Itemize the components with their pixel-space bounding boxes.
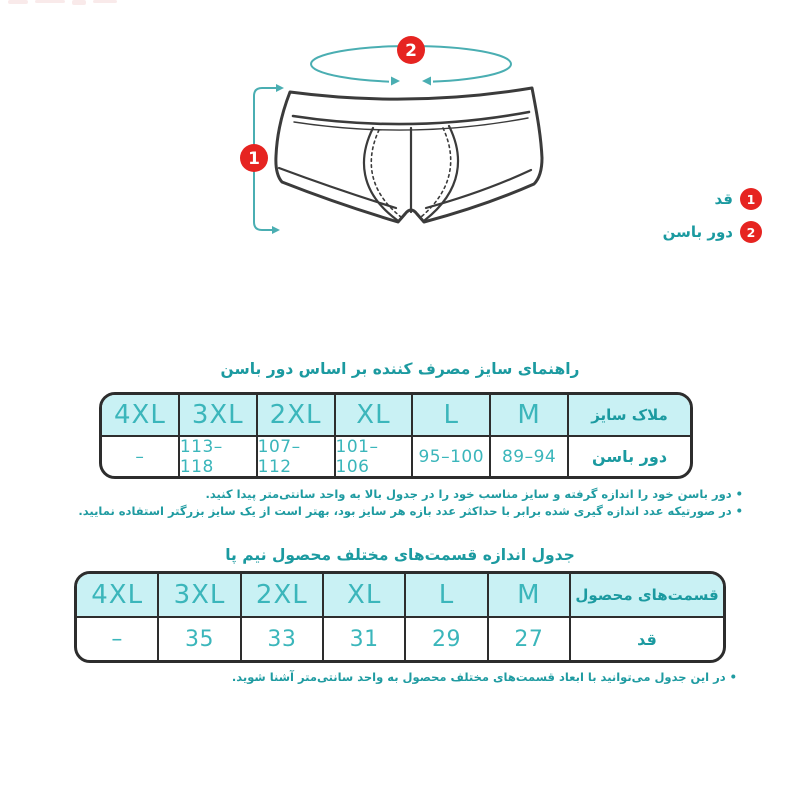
table2-title: جدول اندازه قسمت‌های مختلف محصول نیم پا bbox=[225, 546, 575, 564]
t2-header-parts-label: قسمت‌های محصول bbox=[575, 586, 719, 604]
t1-header-l-label: L bbox=[443, 400, 459, 430]
t1-value-l bbox=[413, 437, 491, 476]
t2-value-2xl bbox=[242, 618, 324, 660]
t1-row-label bbox=[569, 437, 690, 476]
t1-row-label-text: دور باسن bbox=[591, 447, 668, 466]
t1-value-2xl-text: 107–112 bbox=[257, 436, 301, 477]
size-table-product-parts bbox=[74, 571, 726, 663]
cropped-text-artifact bbox=[8, 0, 158, 7]
t2-value-l bbox=[406, 618, 488, 660]
t2-header-3xl-label: 3XL bbox=[173, 580, 226, 610]
height-badge bbox=[240, 144, 268, 172]
legend-label-height: قد bbox=[714, 190, 733, 208]
t2-value-2xl-text: 33 bbox=[267, 626, 297, 652]
t1-header-criterion bbox=[569, 395, 690, 437]
t1-value-2xl bbox=[258, 437, 336, 476]
legend-label-hip: دور باسن bbox=[662, 223, 733, 241]
t2-header-parts bbox=[571, 574, 723, 618]
t1-header-m bbox=[491, 395, 569, 437]
svg-text:2: 2 bbox=[405, 41, 417, 61]
t1-header-xl bbox=[336, 395, 414, 437]
t1-header-4xl-label: 4XL bbox=[113, 400, 166, 430]
legend-badge-1: 1 bbox=[740, 188, 762, 210]
t1-header-3xl-label: 3XL bbox=[191, 400, 244, 430]
arrow-right-icon bbox=[272, 226, 280, 234]
arrow-right-icon bbox=[276, 84, 284, 92]
t1-value-3xl-text: 113–118 bbox=[179, 436, 223, 477]
t2-header-xl bbox=[324, 574, 406, 618]
t2-header-3xl bbox=[159, 574, 241, 618]
t1-header-xl-label: XL bbox=[356, 400, 391, 430]
t1-header-criterion-label: ملاک سایز bbox=[591, 406, 668, 424]
t2-header-2xl bbox=[242, 574, 324, 618]
t2-row-label-text: قد bbox=[637, 629, 657, 649]
measurement-legend bbox=[663, 188, 762, 243]
t1-value-3xl bbox=[180, 437, 258, 476]
legend-item-height bbox=[663, 188, 762, 210]
t2-value-m-text: 27 bbox=[514, 626, 544, 652]
table1-title: راهنمای سایز مصرف کننده بر اساس دور باسن bbox=[220, 360, 580, 378]
t2-value-4xl-text: – bbox=[111, 626, 123, 652]
t2-row-label bbox=[571, 618, 723, 660]
legend-item-hip bbox=[663, 221, 762, 243]
t1-value-l-text: 95–100 bbox=[418, 446, 485, 467]
boxer-drawing bbox=[276, 88, 542, 222]
t2-value-l-text: 29 bbox=[431, 626, 461, 652]
t2-value-xl-text: 31 bbox=[349, 626, 379, 652]
boxer-shorts-diagram bbox=[232, 34, 562, 249]
hip-badge bbox=[397, 36, 425, 64]
t1-value-xl bbox=[336, 437, 414, 476]
note-size-up: • در صورتیکه عدد اندازه گیری شده برابر با حداکثر عدد بازه هر سایز بود، بهتر است از یک سایز بزرگتر استفاده نمایید. bbox=[78, 503, 743, 518]
t2-value-m bbox=[489, 618, 571, 660]
t2-value-3xl-text: 35 bbox=[184, 626, 214, 652]
legend-badge-2: 2 bbox=[740, 221, 762, 243]
t1-header-4xl bbox=[102, 395, 180, 437]
t1-value-4xl-text: – bbox=[135, 446, 145, 467]
table1-notes bbox=[78, 486, 743, 519]
t2-header-2xl-label: 2XL bbox=[255, 580, 308, 610]
note-measure-hip: • دور باسن خود را اندازه گرفته و سایز مناسب خود را در جدول بالا به واحد سانتی‌متر پیدا کنید. bbox=[205, 487, 743, 501]
size-table-hip bbox=[99, 392, 693, 479]
note-product-dimensions: • در این جدول می‌توانید با ابعاد قسمت‌های مختلف محصول به واحد سانتی‌متر آشنا شوید. bbox=[231, 670, 737, 684]
t1-header-2xl bbox=[258, 395, 336, 437]
t2-header-4xl-label: 4XL bbox=[91, 580, 144, 610]
t1-value-4xl bbox=[102, 437, 180, 476]
t2-header-4xl bbox=[77, 574, 159, 618]
t2-header-l-label: L bbox=[438, 580, 455, 610]
t2-header-xl-label: XL bbox=[347, 580, 382, 610]
t1-header-3xl bbox=[180, 395, 258, 437]
t1-value-m-text: 89–94 bbox=[501, 446, 557, 467]
t1-value-m bbox=[491, 437, 569, 476]
svg-text:1: 1 bbox=[248, 149, 260, 169]
table2-notes bbox=[232, 669, 737, 686]
t2-header-l bbox=[406, 574, 488, 618]
t2-header-m bbox=[489, 574, 571, 618]
t1-header-l bbox=[413, 395, 491, 437]
t2-value-xl bbox=[324, 618, 406, 660]
t1-header-2xl-label: 2XL bbox=[269, 400, 322, 430]
t1-header-m-label: M bbox=[517, 400, 541, 430]
t2-value-4xl bbox=[77, 618, 159, 660]
t2-value-3xl bbox=[159, 618, 241, 660]
t2-header-m-label: M bbox=[517, 580, 541, 610]
t1-value-xl-text: 101–106 bbox=[335, 436, 379, 477]
